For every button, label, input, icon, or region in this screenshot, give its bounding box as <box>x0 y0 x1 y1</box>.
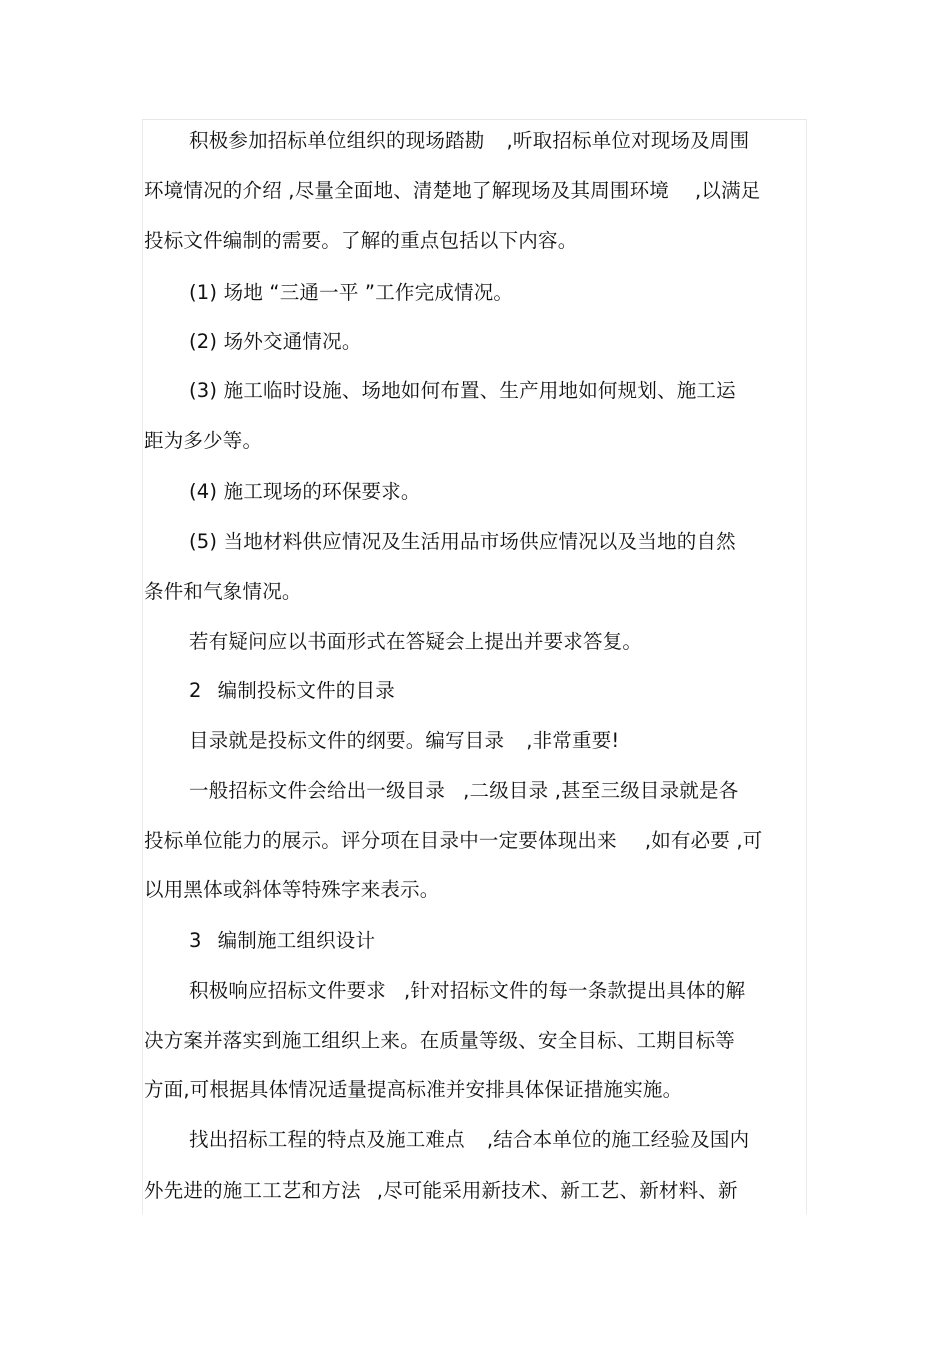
list-item-3-cont: 距为多少等。 <box>144 429 263 452</box>
list-item-2: (2) 场外交通情况。 <box>189 330 362 353</box>
paragraph-features-line-1: 找出招标工程的特点及施工难点 ,结合本单位的施工经验及国内 <box>189 1128 750 1151</box>
paragraph-features-line-2: 外先进的施工工艺和方法 ,尽可能采用新技术、新工艺、新材料、新 <box>144 1179 738 1202</box>
list-item-5-cont: 条件和气象情况。 <box>144 580 302 603</box>
paragraph-line-3: 投标文件编制的需要。了解的重点包括以下内容。 <box>144 229 578 252</box>
paragraph-toc-line-2: 投标单位能力的展示。评分项在目录中一定要体现出来 ,如有必要 ,可 <box>144 829 763 852</box>
paragraph-design-line-3: 方面,可根据具体情况适量提高标准并安排具体保证措施实施。 <box>144 1078 683 1101</box>
paragraph-toc-line-3: 以用黑体或斜体等特殊字来表示。 <box>144 878 440 901</box>
section-heading-3: 3 编制施工组织设计 <box>189 929 376 952</box>
list-item-4: (4) 施工现场的环保要求。 <box>189 480 421 503</box>
paragraph-line-2: 环境情况的介绍 ,尽量全面地、清楚地了解现场及其周围环境 ,以满足 <box>144 179 761 202</box>
section-heading-2: 2 编制投标文件的目录 <box>189 679 395 702</box>
list-item-1: (1) 场地 “三通一平 ”工作完成情况。 <box>189 281 514 304</box>
paragraph-toc-line-1: 一般招标文件会给出一级目录 ,二级目录 ,甚至三级目录就是各 <box>189 779 739 802</box>
paragraph-design-line-1: 积极响应招标文件要求 ,针对招标文件的每一条款提出具体的解 <box>189 979 746 1002</box>
list-item-3: (3) 施工临时设施、场地如何布置、生产用地如何规划、施工运 <box>189 379 736 402</box>
paragraph-toc-intro: 目录就是投标文件的纲要。编写目录 ,非常重要! <box>189 729 620 752</box>
list-item-5: (5) 当地材料供应情况及生活用品市场供应情况以及当地的自然 <box>189 530 736 553</box>
paragraph-design-line-2: 决方案并落实到施工组织上来。在质量等级、安全目标、工期目标等 <box>144 1029 736 1052</box>
paragraph-questions: 若有疑问应以书面形式在答疑会上提出并要求答复。 <box>189 630 643 653</box>
paragraph-line-1: 积极参加招标单位组织的现场踏勘 ,听取招标单位对现场及周围 <box>189 129 750 152</box>
